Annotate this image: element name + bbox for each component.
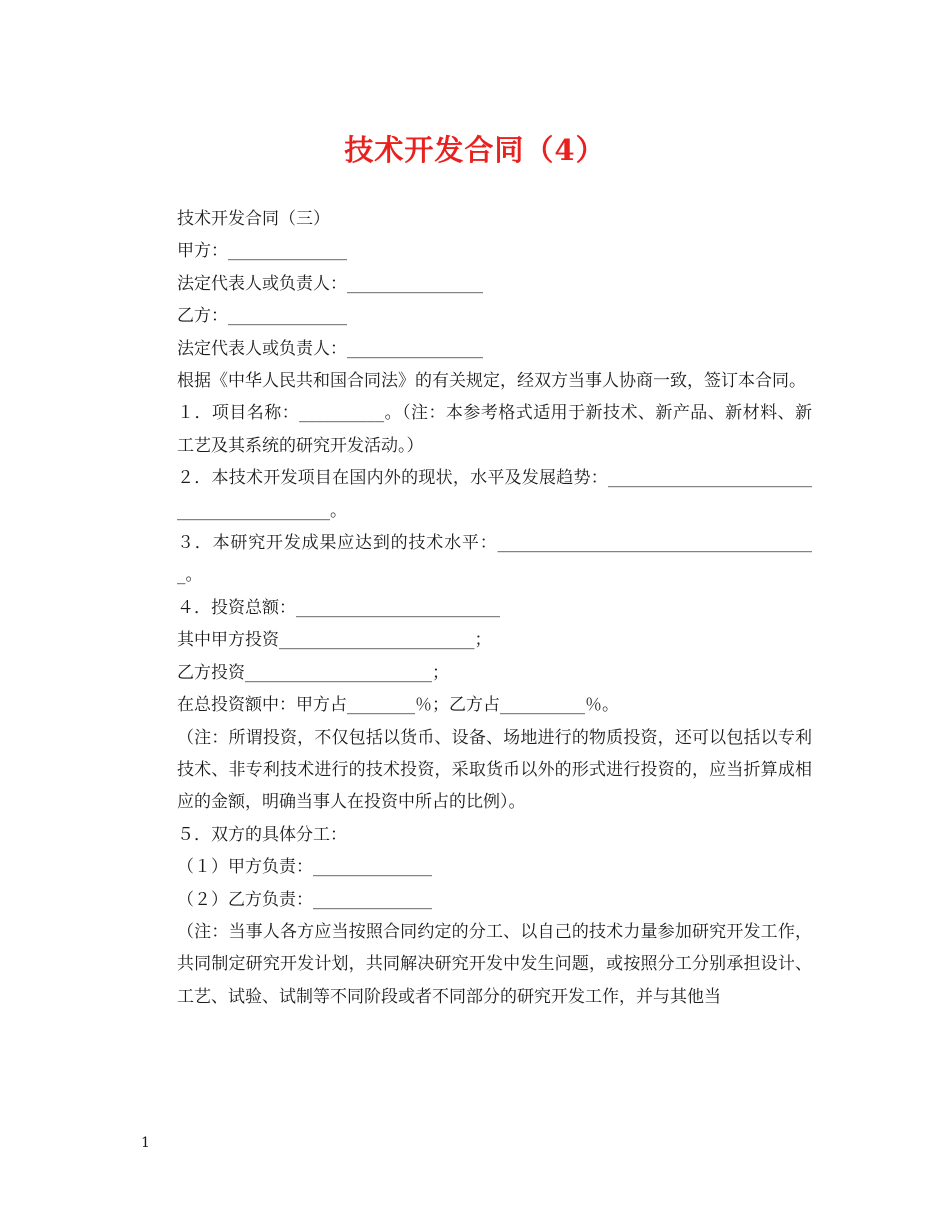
paragraph: １．项目名称：__________。（注：本参考格式适用于新技术、新产品、新材料、新工艺及其系统的研究开发活动。） (177, 403, 812, 456)
paragraph: ２．本技术开发项目在国内外的现状，水平及发展趋势：__________________________________________。 (177, 468, 812, 521)
paragraph: ５．双方的具体分工： (177, 824, 347, 845)
party-a-field: 甲方：______________ (177, 241, 347, 262)
paragraph: 其中甲方投资_______________________； (177, 630, 492, 651)
document-body (140, 203, 812, 1013)
party-b-representative-field: 法定代表人或负责人：________________ (177, 338, 483, 359)
paragraph: （注：所谓投资，不仅包括以货币、设备、场地进行的物质投资，还可以包括以专利技术、非专利技术进行的技术投资，采取货币以外的形式进行投资的，应当折算成相应的金额，明确当事人在投资中所占的比例）。 (177, 727, 812, 813)
paragraph: 根据《中华人民共和国合同法》的有关规定，经双方当事人协商一致，签订本合同。 (177, 371, 806, 392)
paragraph: （２）乙方负责：______________ (177, 889, 432, 910)
party-a-representative-field: 法定代表人或负责人：________________ (177, 273, 483, 294)
paragraph: ３．本研究开发成果应达到的技术水平：______________________________________。 (177, 533, 812, 586)
paragraph: 技术开发合同（三） (177, 209, 330, 229)
paragraph: 乙方投资______________________； (177, 662, 449, 683)
paragraph: （注：当事人各方应当按照合同约定的分工、以自己的技术力量参加研究开发工作，共同制定研究开发计划，共同解决研究开发中发生问题，或按照分工分别承担设计、工艺、试验、试制等不同阶段或者不同部分的研究开发工作，并与其他当 (177, 921, 812, 1007)
party-b-field: 乙方：______________ (177, 306, 347, 327)
paragraph: 在总投资额中：甲方占________％；乙方占__________％。 (177, 695, 619, 716)
paragraph: （１）甲方负责：______________ (177, 857, 432, 878)
paragraph: ４．投资总额：________________________ (177, 597, 500, 618)
document-title: 技术开发合同（4） (344, 133, 606, 167)
page-number: 1 (141, 1135, 150, 1151)
